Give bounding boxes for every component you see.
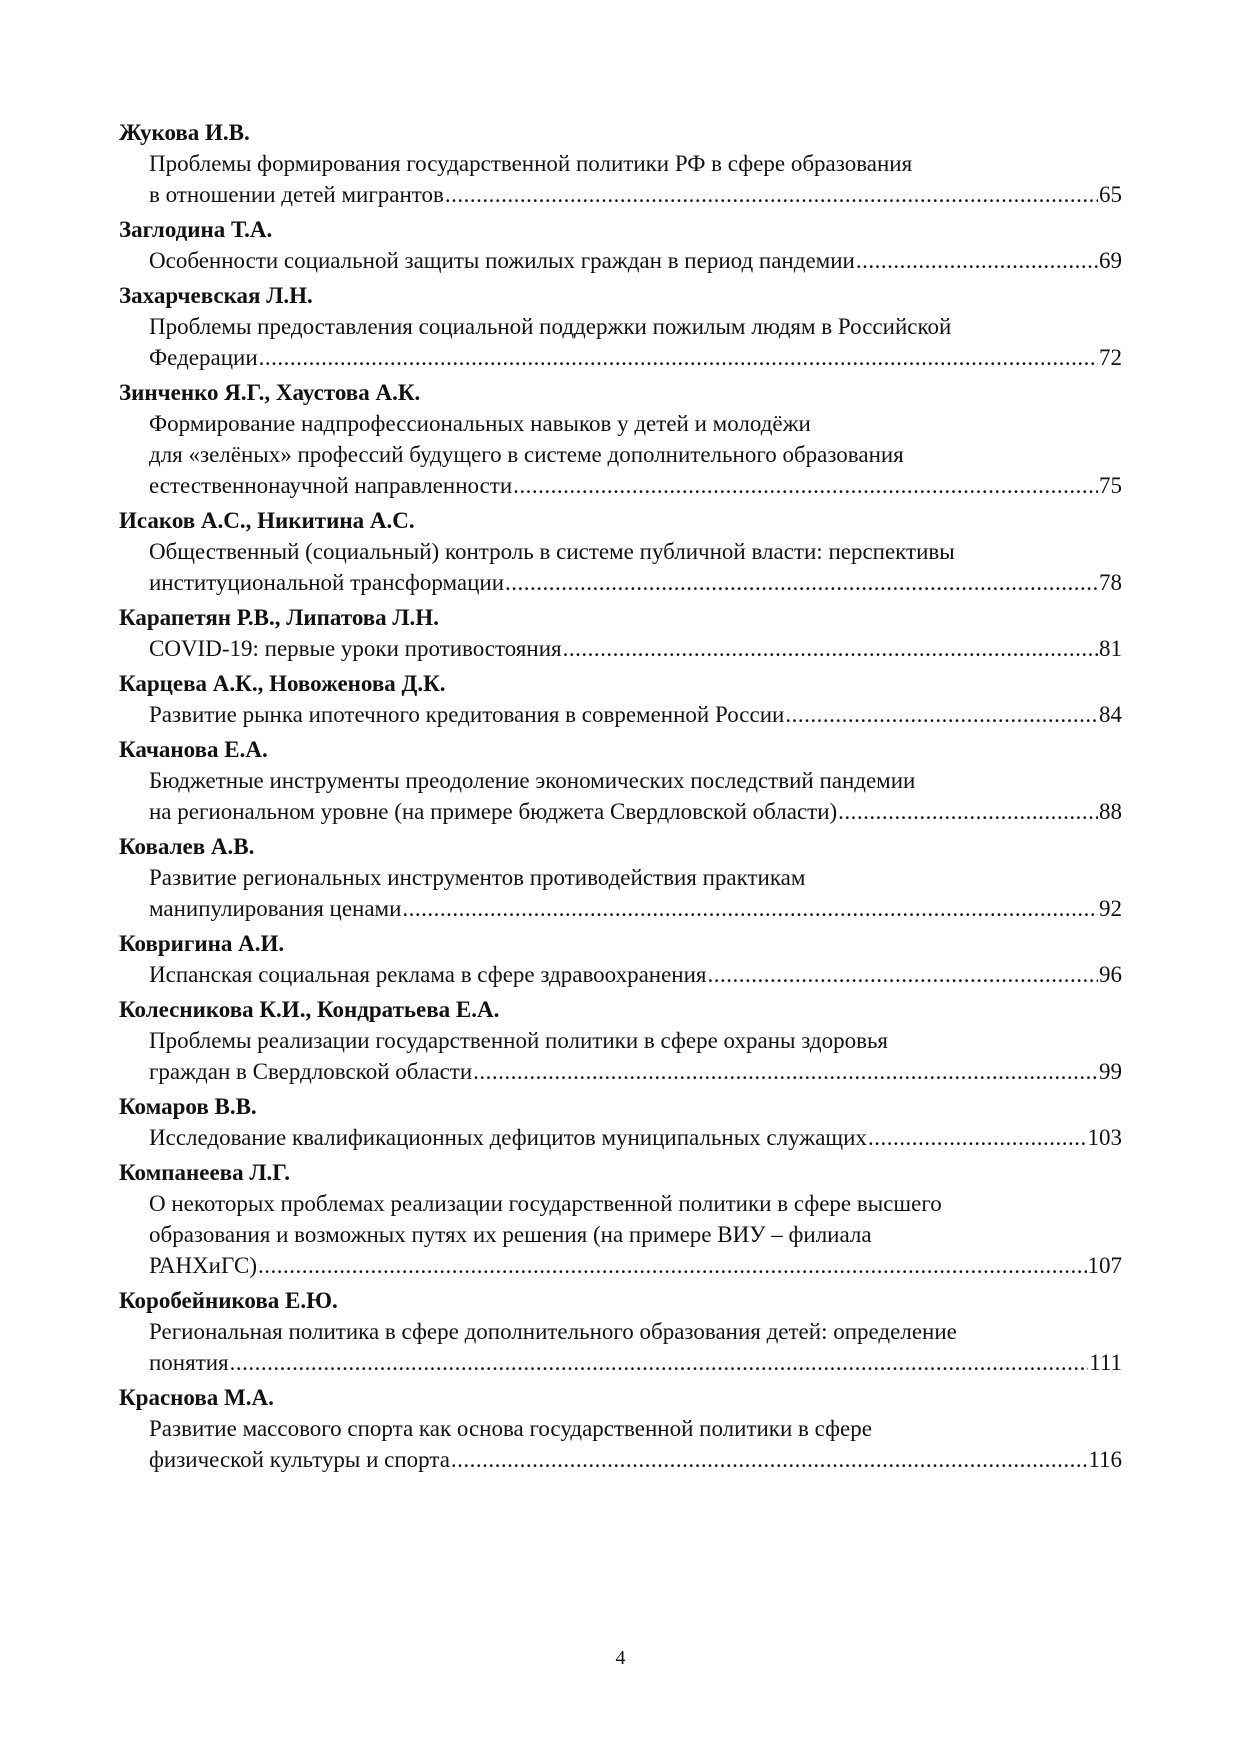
toc-entry-page-number: 103 (1087, 1125, 1122, 1150)
toc-entry-last-line (119, 245, 1122, 276)
toc-entry-title-line: Региональная политика в сфере дополнительного образования детей: определение (149, 1319, 957, 1344)
toc-entry-title-line: граждан в Свердловской области (149, 1059, 473, 1084)
toc-entry (119, 735, 1122, 827)
toc-entry-last-line (119, 1122, 1122, 1153)
toc-entry-last-line (119, 1056, 1122, 1087)
toc-entry-author: Комаров В.В. (119, 1094, 257, 1119)
toc-entry-author: Захарчевская Л.Н. (119, 283, 313, 308)
toc-entry-title-line: COVID-19: первые уроки противостояния (149, 636, 562, 661)
dot-leader (402, 893, 1098, 924)
toc-entry-title-line: Формирование надпрофессиональных навыков у детей и молодёжи (149, 411, 811, 436)
toc-entry-page-number: 96 (1099, 962, 1122, 987)
toc-entry-title-line: Проблемы формирования государственной политики РФ в сфере образования (149, 151, 913, 176)
toc-entry-page-number: 99 (1099, 1059, 1122, 1084)
dot-leader (258, 1250, 1087, 1281)
toc-entry-last-line (119, 893, 1122, 924)
toc-entry-last-line (119, 796, 1122, 827)
dot-leader (473, 1056, 1098, 1087)
toc-entry-title-line: Проблемы предоставления социальной поддержки пожилым людям в Российской (149, 314, 952, 339)
toc-entry-page-number: 92 (1099, 896, 1122, 921)
toc-entry-title-line: РАНХиГС) (149, 1253, 257, 1278)
toc-entry-title-line: образования и возможных путях их решения (на примере ВИУ – филиала (149, 1222, 872, 1247)
dot-leader (856, 245, 1098, 276)
toc-entry-title-line: для «зелёных» профессий будущего в системе дополнительного образования (149, 442, 904, 467)
toc-entry-page-number: 65 (1099, 182, 1122, 207)
dot-leader (785, 699, 1098, 730)
toc-entry (119, 669, 1122, 730)
toc-entry (119, 118, 1122, 210)
toc-entry-page-number: 107 (1087, 1253, 1122, 1278)
toc-entry-page-number: 72 (1099, 345, 1122, 370)
toc-entry (119, 929, 1122, 990)
toc-entry-author: Коробейникова Е.Ю. (119, 1288, 338, 1313)
dot-leader (230, 1347, 1089, 1378)
toc-entry-title-line: Федерации (149, 345, 258, 370)
toc-entry-author: Ковригина А.И. (119, 931, 285, 956)
toc-entry-title-line: Испанская социальная реклама в сфере здравоохранения (149, 962, 707, 987)
toc-entry-title-line: Развитие региональных инструментов противодействия практикам (149, 865, 806, 890)
toc-entry-title-line: в отношении детей мигрантов (149, 182, 444, 207)
toc-entry-title-line: понятия (149, 1350, 229, 1375)
toc-entry-page-number: 88 (1099, 799, 1122, 824)
dot-leader (513, 470, 1098, 501)
table-of-contents (119, 118, 1122, 1480)
toc-entry-last-line (119, 959, 1122, 990)
dot-leader (563, 633, 1098, 664)
toc-entry-author: Краснова М.А. (119, 1385, 274, 1410)
dot-leader (445, 179, 1098, 210)
toc-entry-page-number: 81 (1099, 636, 1122, 661)
toc-entry-author: Ковалев А.В. (119, 834, 255, 859)
toc-entry-title-line: Бюджетные инструменты преодоление экономических последствий пандемии (149, 768, 916, 793)
toc-entry-author: Компанеева Л.Г. (119, 1160, 291, 1185)
toc-entry-title-line: манипулирования ценами (149, 896, 402, 921)
toc-entry-last-line (119, 699, 1122, 730)
toc-entry-last-line (119, 633, 1122, 664)
toc-entry-title-line: Проблемы реализации государственной политики в сфере охраны здоровья (149, 1028, 889, 1053)
toc-entry (119, 378, 1122, 501)
toc-entry-author: Жукова И.В. (119, 120, 250, 145)
toc-entry (119, 1092, 1122, 1153)
toc-entry-page-number: 116 (1088, 1447, 1122, 1472)
toc-entry-title-line: О некоторых проблемах реализации государственной политики в сфере высшего (149, 1191, 942, 1216)
toc-entry-title-line: физической культуры и спорта (149, 1447, 450, 1472)
toc-entry-title-line: Развитие рынка ипотечного кредитования в современной России (149, 702, 785, 727)
toc-entry-page-number: 75 (1099, 473, 1122, 498)
dot-leader (868, 1122, 1087, 1153)
toc-entry-title-line: на региональном уровне (на примере бюджета Свердловской области) (149, 799, 838, 824)
dot-leader (708, 959, 1099, 990)
toc-entry-author: Зинченко Я.Г., Хаустова А.К. (119, 380, 421, 405)
toc-entry (119, 506, 1122, 598)
dot-leader (838, 796, 1098, 827)
toc-entry (119, 281, 1122, 373)
dot-leader (451, 1444, 1087, 1475)
toc-entry-author: Качанова Е.А. (119, 737, 268, 762)
toc-entry-author: Заглодина Т.А. (119, 217, 273, 242)
toc-entry-page-number: 69 (1099, 248, 1122, 273)
dot-leader (259, 342, 1098, 373)
toc-entry-page-number: 84 (1099, 702, 1122, 727)
toc-entry (119, 215, 1122, 276)
toc-entry (119, 603, 1122, 664)
toc-entry-title-line: Развитие массового спорта как основа государственной политики в сфере (149, 1416, 872, 1441)
toc-entry-title-line: Общественный (социальный) контроль в системе публичной власти: перспективы (149, 539, 955, 564)
toc-entry (119, 1286, 1122, 1378)
toc-entry-title-line: Особенности социальной защиты пожилых граждан в период пандемии (149, 248, 855, 273)
toc-entry-last-line (119, 567, 1122, 598)
toc-entry-author: Карапетян Р.В., Липатова Л.Н. (119, 605, 439, 630)
toc-entry-last-line (119, 1347, 1122, 1378)
toc-entry-author: Исаков А.С., Никитина А.С. (119, 508, 415, 533)
toc-entry (119, 1158, 1122, 1281)
toc-entry-last-line (119, 179, 1122, 210)
page-number: 4 (615, 1647, 626, 1669)
toc-entry-last-line (119, 1444, 1122, 1475)
toc-entry (119, 832, 1122, 924)
toc-entry-page-number: 78 (1099, 570, 1122, 595)
toc-entry-title-line: институциональной трансформации (149, 570, 505, 595)
toc-entry-title-line: Исследование квалификационных дефицитов муниципальных служащих (149, 1125, 867, 1150)
toc-entry-page-number: 111 (1089, 1350, 1122, 1375)
toc-entry-author: Карцева А.К., Новоженова Д.К. (119, 671, 446, 696)
toc-entry-last-line (119, 1250, 1122, 1281)
toc-entry (119, 995, 1122, 1087)
toc-entry-last-line (119, 342, 1122, 373)
toc-entry-title-line: естественнонаучной направленности (149, 473, 513, 498)
toc-entry-author: Колесникова К.И., Кондратьева Е.А. (119, 997, 500, 1022)
toc-entry (119, 1383, 1122, 1475)
dot-leader (505, 567, 1098, 598)
toc-entry-last-line (119, 470, 1122, 501)
